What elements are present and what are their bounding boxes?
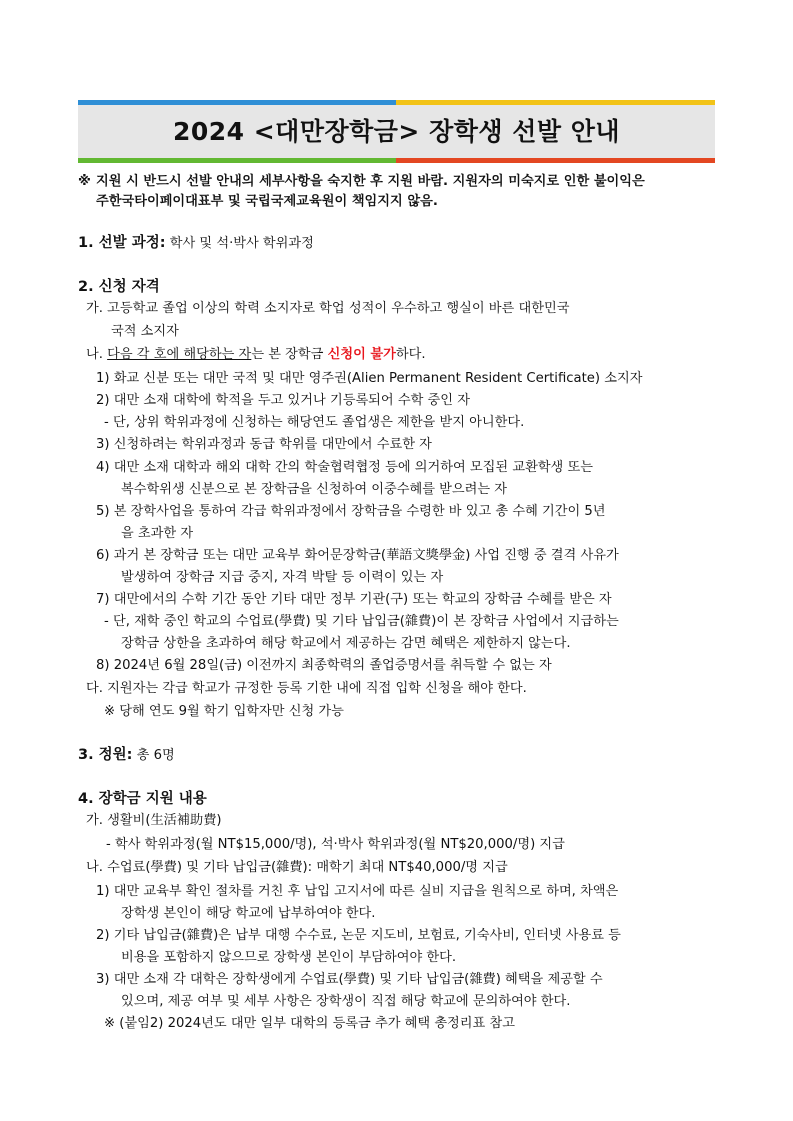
section-4-note: ※ (붙임2) 2024년도 대만 일부 대학의 등록금 추가 혜택 총정리표 참고 <box>104 1016 515 1031</box>
na-prefix: 나. <box>86 347 103 362</box>
section-3-heading: 3. 정원: <box>78 747 133 763</box>
na-middle: 는 본 장학금 <box>251 347 324 362</box>
title-bar-blue <box>78 100 396 105</box>
section-2-da-note: ※ 당해 연도 9월 학기 입학자만 신청 가능 <box>104 704 344 719</box>
section-3-text: 총 6명 <box>136 748 175 763</box>
section-1-heading: 1. 선발 과정: <box>78 235 166 251</box>
section-4-na: 나. 수업료(學費) 및 기타 납입금(雜費): 매학기 최대 NT$40,000/명 지급 <box>86 860 508 875</box>
section-2-item-7-note-2: 장학금 상한을 초과하여 해당 학교에서 제공하는 감면 혜택은 제한하지 않는다. <box>121 636 571 651</box>
notice-line-2: 주한국타이페이대표부 및 국립국제교육원이 책임지지 않음. <box>96 194 438 209</box>
section-2-item-6-line-1: 6) 과거 본 장학금 또는 대만 교육부 화어문장학금(華語文獎學金) 사업 진행 중 결격 사유가 <box>96 548 619 563</box>
section-2-heading: 2. 신청 자격 <box>78 279 160 295</box>
section-2-ga-line-1: 가. 고등학교 졸업 이상의 학력 소지자로 학업 성적이 우수하고 행실이 바른 대한민국 <box>86 301 570 316</box>
section-2-na <box>86 346 426 364</box>
na-underlined: 다음 각 호에 해당하는 자 <box>107 347 252 362</box>
notice-mark: ※ <box>78 174 91 189</box>
section-4-item-3-line-2: 있으며, 제공 여부 및 세부 사항은 장학생이 직접 해당 학교에 문의하여야 한다. <box>121 994 571 1009</box>
section-2-item-2: 2) 대만 소재 대학에 학적을 두고 있거나 기등록되어 수학 중인 자 <box>96 393 470 408</box>
section-4-ga: 가. 생활비(生活補助費) <box>86 813 222 828</box>
section-4-heading: 4. 장학금 지원 내용 <box>78 791 207 807</box>
section-4-item-3-line-1: 3) 대만 소재 각 대학은 장학생에게 수업료(學費) 및 기타 납입금(雜費) 혜택을 제공할 수 <box>96 972 603 987</box>
section-2-item-2-note: - 단, 상위 학위과정에 신청하는 해당연도 졸업생은 제한을 받지 아니한다. <box>104 415 525 430</box>
section-2-item-6-line-2: 발생하여 장학금 지급 중지, 자격 박탈 등 이력이 있는 자 <box>121 570 444 585</box>
title-bar-green <box>78 158 396 163</box>
title-bar-red <box>396 158 715 163</box>
section-4-item-2-line-1: 2) 기타 납입금(雜費)은 납부 대행 수수료, 논문 지도비, 보험료, 기숙사비, 인터넷 사용료 등 <box>96 928 621 943</box>
section-2-item-7: 7) 대만에서의 수학 기간 동안 기타 대만 정부 기관(구) 또는 학교의 장학금 수혜를 받은 자 <box>96 592 612 607</box>
na-red-warning: 신청이 불가 <box>327 347 396 362</box>
section-2-item-4-line-2: 복수학위생 신분으로 본 장학금을 신청하여 이중수혜를 받으려는 자 <box>121 482 508 497</box>
section-2-da: 다. 지원자는 각급 학교가 규정한 등록 기한 내에 직접 입학 신청을 해야 한다. <box>86 681 527 696</box>
section-2-item-8: 8) 2024년 6월 28일(금) 이전까지 최종학력의 졸업증명서를 취득할 수 없는 자 <box>96 658 552 673</box>
page-title: 2024 <대만장학금> 장학생 선발 안내 <box>172 117 621 146</box>
section-4-item-1-line-1: 1) 대만 교육부 확인 절차를 거친 후 납입 고지서에 따른 실비 지급을 원칙으로 하며, 차액은 <box>96 884 619 899</box>
notice-line-1: 지원 시 반드시 선발 안내의 세부사항을 숙지한 후 지원 바람. 지원자의 미숙지로 인한 불이익은 <box>96 174 645 189</box>
title-bar-yellow <box>396 100 715 105</box>
section-2-item-1: 1) 화교 신분 또는 대만 국적 및 대만 영주권(Alien Permanent Resident Certificate) 소지자 <box>96 371 643 386</box>
section-2-item-3: 3) 신청하려는 학위과정과 동급 학위를 대만에서 수료한 자 <box>96 437 432 452</box>
section-4-ga-detail: - 학사 학위과정(월 NT$15,000/명), 석·박사 학위과정(월 NT$20,000/명) 지급 <box>106 837 565 852</box>
section-2-item-5-line-1: 5) 본 장학사업을 통하여 각급 학위과정에서 장학금을 수령한 바 있고 총 수혜 기간이 5년 <box>96 504 606 519</box>
section-4-item-2-line-2: 비용을 포함하지 않으므로 장학생 본인이 부담하여야 한다. <box>121 950 457 965</box>
section-2-item-5-line-2: 을 초과한 자 <box>121 526 194 541</box>
section-1 <box>78 234 314 253</box>
na-suffix: 하다. <box>395 347 426 362</box>
section-2-item-7-note-1: - 단, 재학 중인 학교의 수업료(學費) 및 기타 납입금(雜費)이 본 장학금 사업에서 지급하는 <box>104 614 619 629</box>
section-4-item-1-line-2: 장학생 본인이 해당 학교에 납부하여야 한다. <box>121 906 376 921</box>
section-2-item-4-line-1: 4) 대만 소재 대학과 해외 대학 간의 학술협력협정 등에 의거하여 모집된 교환학생 또는 <box>96 460 593 475</box>
section-3 <box>78 746 175 765</box>
section-1-text: 학사 및 석·박사 학위과정 <box>169 236 314 251</box>
section-2-ga-line-2: 국적 소지자 <box>111 324 179 339</box>
